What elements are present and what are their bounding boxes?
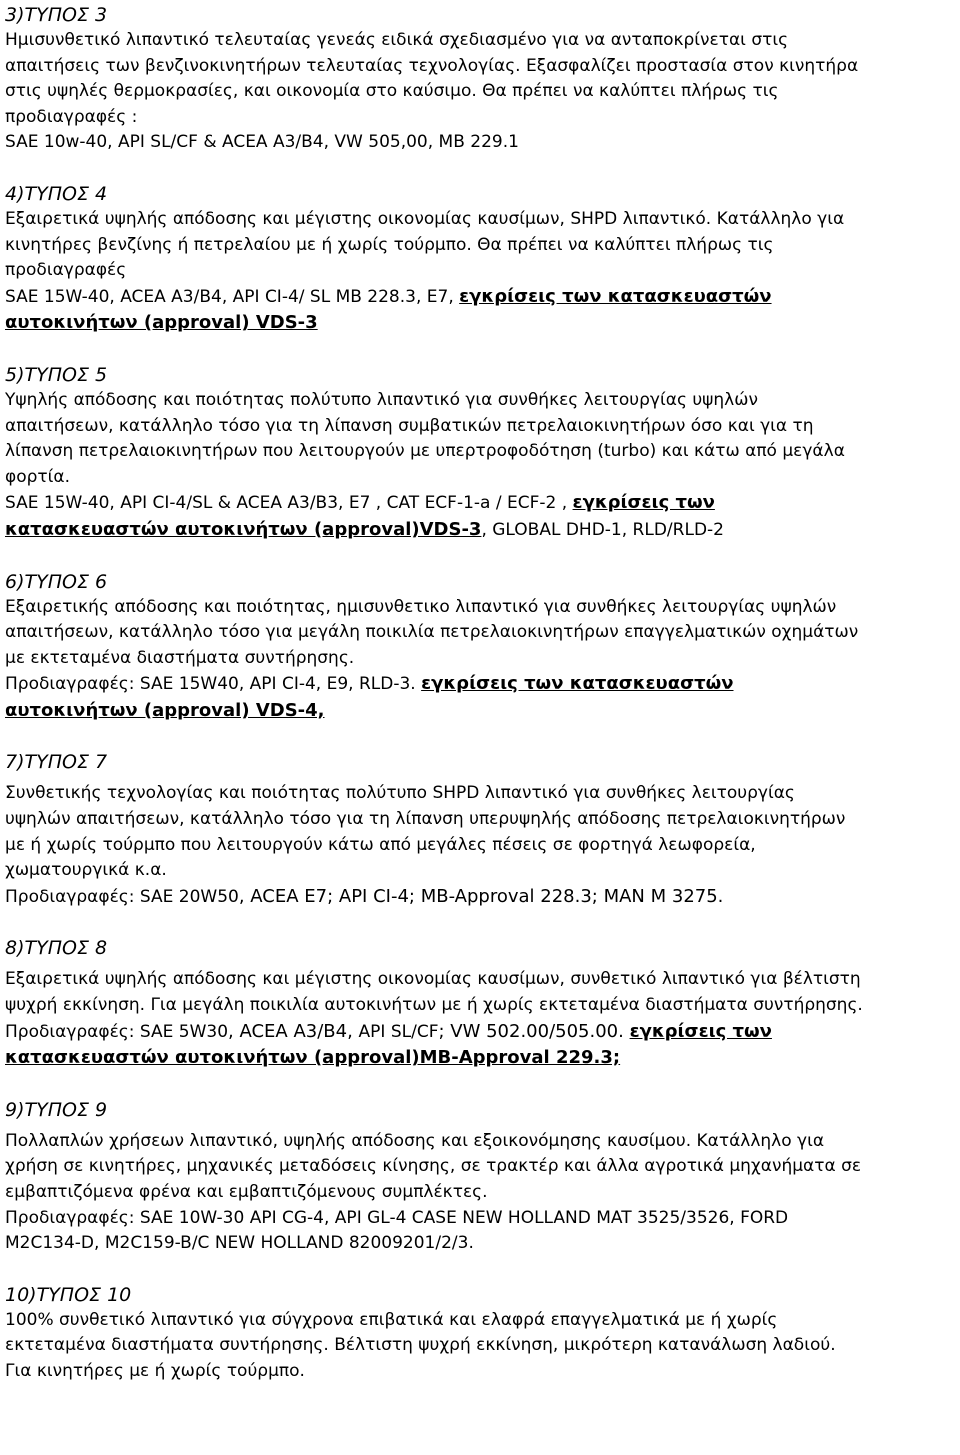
approval-text: αυτοκινήτων (approval) VDS-4, [5, 699, 325, 721]
text-line: ψυχρή εκκίνηση. Για μεγάλη ποικιλία αυτοκινήτων με ή χωρίς εκτεταμένα διαστήματα συντήρησης. [5, 995, 863, 1016]
section-type-8 [5, 935, 954, 1071]
text-line: προδιαγραφές [5, 260, 127, 281]
spec-rest: , ACEA A3/B4, [228, 1020, 359, 1042]
spec-rest: , ACEA E7; API CI-4; MB-Approval 228.3; MAN M 3275. [238, 885, 724, 907]
text-line: με εκτεταμένα διαστήματα συντήρησης. [5, 647, 355, 668]
text-line: απαιτήσεων, κατάλληλο τόσο για μεγάλη ποικιλία πετρελαιοκινητήρων επαγγελματικών οχημάτων [5, 622, 859, 643]
text-line: εμβαπτιζόμενα φρένα και εμβαπτιζόμενους συμπλέκτες. [5, 1182, 488, 1202]
approval-text: εγκρίσεις των [572, 492, 715, 514]
spec-line [5, 1019, 954, 1046]
text-line: Πολλαπλών χρήσεων λιπαντικό, υψηλής απόδοσης και εξοικονόμησης καυσίμου. Κατάλληλο για [5, 1130, 825, 1151]
text-line: απαιτήσεων, κατάλληλο τόσο για τη λίπανση συμβατικών πετρελαιοκινητήρων όσο και για τη [5, 415, 814, 436]
section-heading: 4)ΤΥΠΟΣ 4 [5, 182, 108, 205]
approval-text: αυτοκινήτων (approval) VDS-3 [5, 312, 318, 334]
spec-line [5, 517, 954, 544]
section-heading: 10)ΤΥΠΟΣ 10 [5, 1283, 132, 1306]
spec-label: Προδιαγραφές: SAE 5W30 [5, 1021, 229, 1042]
text-line: Συνθετικής τεχνολογίας και ποιότητας πολύτυπο SHPD λιπαντικό για συνθήκες λειτουργίας [5, 783, 795, 804]
approval-text: κατασκευαστών αυτοκινήτων (approval)VDS-3 [5, 518, 482, 540]
spec-suffix: , GLOBAL DHD-1, RLD/RLD-2 [481, 519, 724, 540]
section-type-3 [5, 2, 954, 156]
text-line: υψηλών απαιτήσεων, κατάλληλο τόσο για τη λίπανση υπερυψηλής απόδοσης πετρελαιοκινητήρων [5, 809, 846, 830]
spec-label: Προδιαγραφές: SAE 20W50 [5, 886, 239, 907]
section-type-5 [5, 362, 954, 544]
spec-prefix: SAE 15W-40, API CI-4/SL & ACEA A3/B3, E7 , CAT ECF-1-a / ECF-2 , [5, 493, 573, 514]
spec-rest: ; VW 502.00/505.00. [438, 1020, 630, 1042]
spec-line [5, 884, 954, 911]
section-heading: 5)ΤΥΠΟΣ 5 [5, 363, 108, 386]
spec-line: SAE 10w-40, API SL/CF & ACEA A3/B4, VW 505,00, MB 229.1 [5, 132, 519, 153]
text-line: κινητήρες βενζίνης ή πετρελαίου με ή χωρίς τούρμπο. Θα πρέπει να καλύπτει πλήρως τις [5, 234, 774, 255]
text-line: με ή χωρίς τούρμπο που λειτουργούν κάτω από μεγάλες πέσεις σε φορτηγά λεωφορεία, [5, 834, 756, 855]
spec-line [5, 698, 954, 725]
spec-line [5, 671, 954, 698]
section-heading: 9)ΤΥΠΟΣ 9 [5, 1098, 108, 1121]
approval-text: εγκρίσεις των κατασκευαστών [459, 285, 772, 307]
text-line: φορτία. [5, 466, 71, 487]
spec-line [5, 310, 954, 337]
text-line: απαιτήσεις των βενζινοκινητήρων τελευταίας τεχνολογίας. Εξασφαλίζει προστασία στον κινητήρα [5, 55, 859, 76]
text-line: Εξαιρετικής απόδοσης και ποιότητας, ημισυνθετικο λιπαντικό για συνθήκες λειτουργίας υψηλών [5, 596, 837, 617]
section-type-10 [5, 1282, 954, 1385]
spec-line [5, 1045, 954, 1072]
section-type-7 [5, 749, 954, 910]
spec-line: M2C134-D, M2C159-B/C NEW HOLLAND 82009201/2/3. [5, 1233, 474, 1254]
approval-text: εγκρίσεις των [629, 1020, 772, 1042]
text-line: Υψηλής απόδοσης και ποιότητας πολύτυπο λιπαντικό για συνθήκες λειτουργίας υψηλών [5, 389, 758, 410]
text-line: χωματουργικά κ.α. [5, 860, 167, 881]
section-heading: 6)ΤΥΠΟΣ 6 [5, 570, 108, 593]
section-type-6 [5, 569, 954, 725]
section-heading: 3)ΤΥΠΟΣ 3 [5, 4, 108, 26]
section-heading: 7)ΤΥΠΟΣ 7 [5, 751, 108, 774]
spec-api: API SL/CF [358, 1021, 439, 1042]
section-heading: 8)ΤΥΠΟΣ 8 [5, 937, 108, 960]
text-line: προδιαγραφές : [5, 106, 138, 127]
approval-text: κατασκευαστών αυτοκινήτων (approval)MB-Approval 229.3; [5, 1047, 621, 1069]
text-line: χρήση σε κινητήρες, μηχανικές μεταδόσεις κίνησης, σε τρακτέρ και άλλα αγροτικά μηχανήματα σε [5, 1156, 862, 1177]
text-line: στις υψηλές θερμοκρασίες, και οικονομία στο καύσιμο. Θα πρέπει να καλύπτει πλήρως τις [5, 81, 779, 102]
section-type-4 [5, 181, 954, 337]
section-type-9 [5, 1097, 954, 1257]
spec-prefix: Προδιαγραφές: SAE 15W40, API CI-4, E9, RLD-3. [5, 674, 422, 695]
text-line: λίπανση πετρελαιοκινητήρων που λειτουργούν με υπερτροφοδότηση (turbo) και κάτω από μεγάλα [5, 441, 845, 462]
spec-line: Προδιαγραφές: SAE 10W-30 API CG-4, API GL-4 CASE NEW HOLLAND MAT 3525/3526, FORD [5, 1207, 789, 1228]
text-line: Για κινητήρες με ή χωρίς τούρμπο. [5, 1360, 305, 1381]
text-line: 100% συνθετικό λιπαντικό για σύγχρονα επιβατικά και ελαφρά επαγγελματικά με ή χωρίς [5, 1309, 778, 1330]
approval-text: εγκρίσεις των κατασκευαστών [421, 673, 734, 695]
text-line: Εξαιρετικά υψηλής απόδοσης και μέγιστης οικονομίας καυσίμων, SHPD λιπαντικό. Κατάλληλο για [5, 208, 845, 229]
spec-prefix: SAE 15W-40, ACEA A3/B4, API CI-4/ SL MB 228.3, E7, [5, 286, 460, 307]
text-line: Εξαιρετικά υψηλής απόδοσης και μέγιστης οικονομίας καυσίμων, συνθετικό λιπαντικό για βέλτιστη [5, 969, 861, 990]
spec-line [5, 490, 954, 517]
text-line: Ημισυνθετικό λιπαντικό τελευταίας γενεάς ειδικά σχεδιασμένο για να ανταποκρίνεται στις [5, 30, 789, 50]
spec-line [5, 284, 954, 311]
text-line: εκτεταμένα διαστήματα συντήρησης. Βέλτιστη ψυχρή εκκίνηση, μικρότερη κατανάλωση λαδιού. [5, 1335, 836, 1356]
